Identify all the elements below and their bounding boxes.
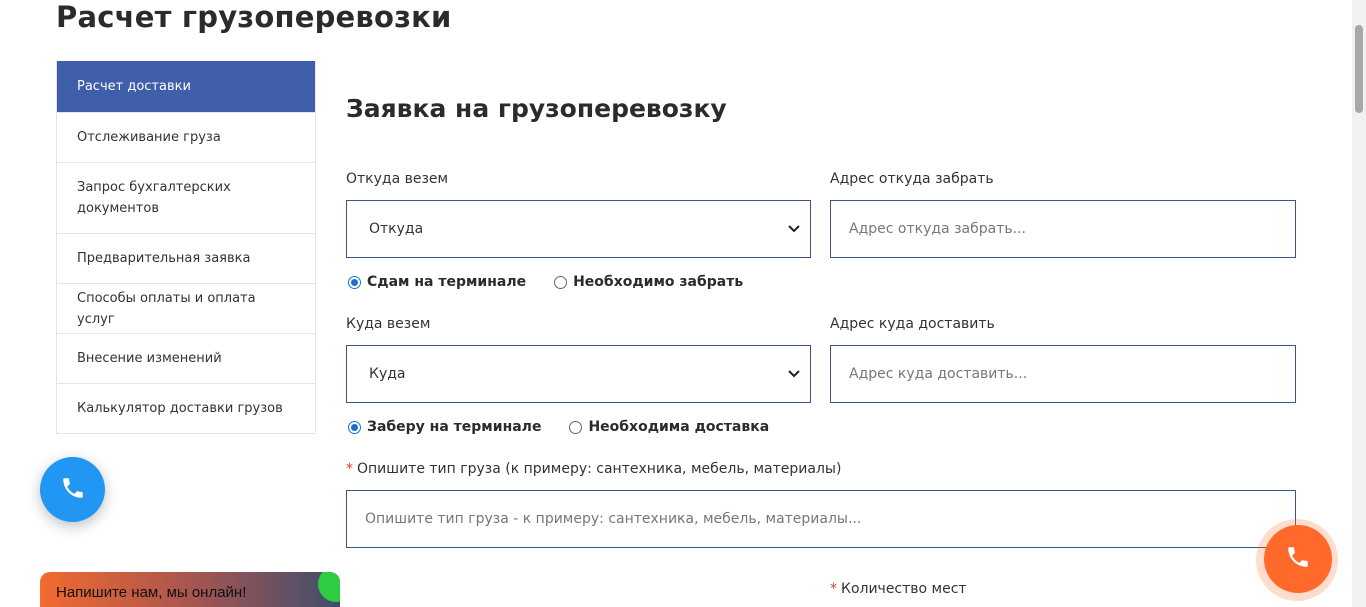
sidebar-item-label: Запрос бухгалтерских документов bbox=[77, 180, 231, 216]
sidebar-item-calculator[interactable] bbox=[57, 383, 315, 433]
radio-drop-at-terminal[interactable] bbox=[348, 274, 526, 290]
page-scrollbar[interactable] bbox=[1352, 0, 1366, 607]
from-address-field bbox=[830, 200, 1296, 258]
cargo-field bbox=[346, 490, 1296, 548]
sidebar-item-label: Расчет доставки bbox=[77, 79, 191, 94]
sidebar-item-delivery-calc[interactable] bbox=[57, 61, 315, 112]
from-address-label: Адрес откуда забрать bbox=[830, 171, 994, 187]
sidebar-item-changes[interactable] bbox=[57, 333, 315, 383]
from-address-input[interactable] bbox=[831, 201, 1295, 257]
to-radio-group bbox=[348, 419, 797, 435]
radio-dot bbox=[554, 276, 567, 289]
radio-delivery-needed[interactable] bbox=[569, 419, 769, 435]
form-title: Заявка на грузоперевозку bbox=[346, 94, 727, 123]
radio-label: Сдам на терминале bbox=[367, 274, 527, 290]
to-label: Куда везем bbox=[346, 316, 431, 332]
online-status-indicator bbox=[318, 572, 340, 602]
radio-pickup-at-terminal[interactable] bbox=[348, 419, 541, 435]
sidebar-item-payment[interactable] bbox=[57, 283, 315, 333]
chat-widget-text: Напишите нам, мы онлайн! bbox=[56, 584, 247, 601]
chevron-down-icon bbox=[788, 223, 800, 235]
to-address-field bbox=[830, 345, 1296, 403]
to-address-label: Адрес куда доставить bbox=[830, 316, 995, 332]
cargo-label bbox=[346, 461, 841, 477]
chevron-down-icon bbox=[788, 368, 800, 380]
scrollbar-thumb[interactable] bbox=[1355, 25, 1363, 113]
from-radio-group bbox=[348, 274, 771, 290]
radio-label: Необходимо забрать bbox=[573, 274, 744, 290]
sidebar-item-label: Калькулятор доставки грузов bbox=[77, 401, 283, 416]
sidebar-item-accounting-docs[interactable] bbox=[57, 162, 315, 233]
places-label bbox=[830, 581, 967, 597]
required-mark: * bbox=[346, 461, 353, 477]
sidebar-item-label: Внесение изменений bbox=[77, 351, 222, 366]
from-label: Откуда везем bbox=[346, 171, 449, 187]
from-select[interactable] bbox=[346, 200, 811, 258]
to-select[interactable] bbox=[346, 345, 811, 403]
sidebar-item-label: Предварительная заявка bbox=[77, 251, 251, 266]
sidebar-item-label: Способы оплаты и оплата услуг bbox=[77, 290, 256, 327]
radio-dot-checked bbox=[348, 276, 361, 289]
from-select-value: Откуда bbox=[369, 221, 424, 237]
page-title: Расчет грузоперевозки bbox=[56, 0, 452, 34]
chat-widget[interactable] bbox=[40, 572, 340, 607]
cargo-label-text: Опишите тип груза (к примеру: сантехника, мебель, материалы) bbox=[357, 461, 842, 477]
sidebar-item-label: Отслеживание груза bbox=[77, 130, 221, 145]
radio-dot-checked bbox=[348, 421, 361, 434]
required-mark: * bbox=[830, 581, 837, 597]
phone-icon bbox=[1285, 544, 1311, 574]
phone-icon bbox=[60, 475, 86, 505]
cargo-type-input[interactable] bbox=[347, 491, 1295, 547]
to-select-value: Куда bbox=[369, 366, 406, 382]
radio-label: Заберу на терминале bbox=[367, 419, 542, 435]
sidebar-nav bbox=[56, 61, 316, 434]
to-address-input[interactable] bbox=[831, 346, 1295, 402]
sidebar-item-preliminary-request[interactable] bbox=[57, 233, 315, 283]
sidebar-item-tracking[interactable] bbox=[57, 112, 315, 162]
radio-dot bbox=[569, 421, 582, 434]
places-label-text: Количество мест bbox=[841, 581, 967, 597]
radio-pickup-needed[interactable] bbox=[554, 274, 743, 290]
call-button-orange[interactable] bbox=[1264, 525, 1332, 593]
call-button-blue[interactable] bbox=[40, 457, 105, 522]
radio-label: Необходима доставка bbox=[588, 419, 770, 435]
